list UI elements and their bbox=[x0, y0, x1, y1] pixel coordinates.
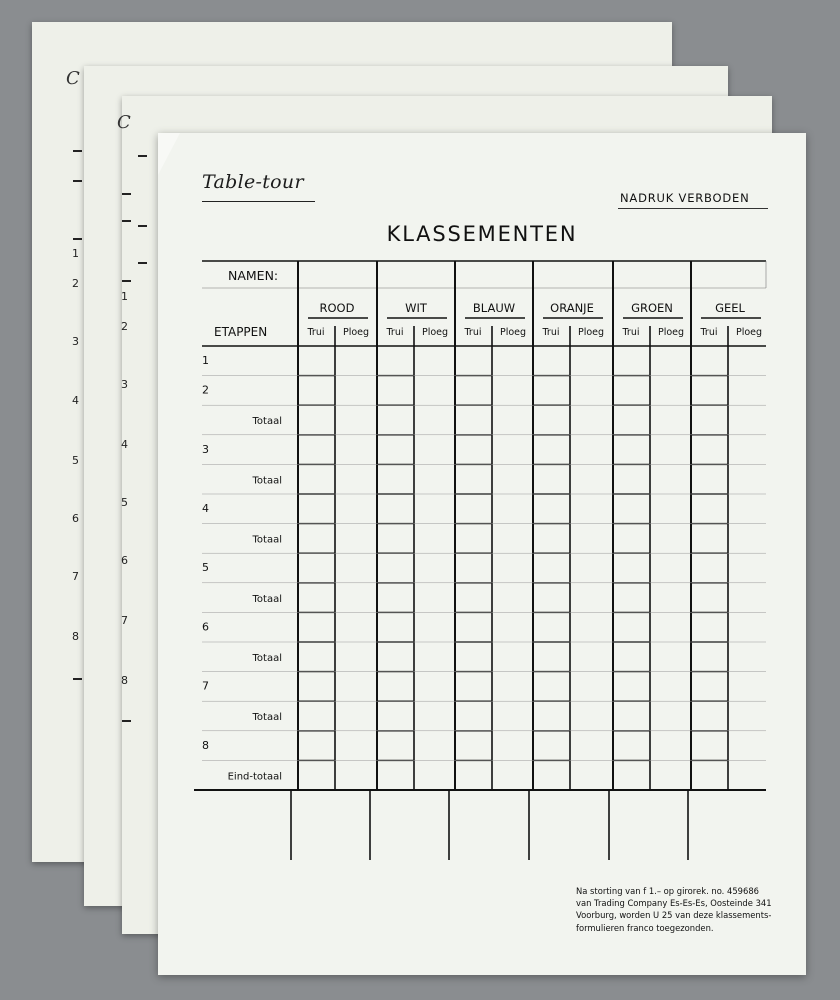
sub-column-label-ploeg: Ploeg bbox=[499, 327, 527, 338]
background-stage-number: 7 bbox=[121, 614, 128, 627]
row-label-stage: 6 bbox=[202, 620, 209, 634]
background-tick bbox=[138, 225, 147, 227]
etappen-label: ETAPPEN bbox=[214, 325, 268, 339]
background-tick bbox=[138, 155, 147, 157]
team-label: GROEN bbox=[631, 301, 673, 315]
row-label-total: Eind-totaal bbox=[227, 771, 282, 783]
row-label-total: Totaal bbox=[252, 475, 282, 487]
background-stage-number: 2 bbox=[121, 320, 128, 333]
footnote bbox=[576, 885, 806, 934]
sub-column-label-trui: Trui bbox=[464, 327, 482, 338]
row-label-total: Totaal bbox=[252, 712, 282, 724]
row-label-total: Totaal bbox=[252, 593, 282, 605]
sub-column-label-ploeg: Ploeg bbox=[657, 327, 685, 338]
row-label-stage: 4 bbox=[202, 502, 209, 515]
footnote-line: van Trading Company Es-Es-Es, Oosteinde 341 bbox=[576, 898, 772, 909]
background-stage-number: 4 bbox=[72, 394, 79, 407]
background-brand-fragment: C bbox=[66, 68, 80, 89]
background-tick bbox=[73, 180, 82, 182]
row-label-total: Totaal bbox=[252, 416, 282, 428]
team-label: ROOD bbox=[319, 301, 355, 315]
team-label: ORANJE bbox=[550, 301, 594, 315]
sub-column-label-ploeg: Ploeg bbox=[577, 327, 605, 338]
background-stage-number: 1 bbox=[121, 290, 128, 303]
sub-column-label-trui: Trui bbox=[386, 327, 404, 338]
background-tick bbox=[73, 678, 82, 680]
background-stage-number: 6 bbox=[121, 554, 128, 567]
background-stage-number: 6 bbox=[72, 512, 79, 525]
row-label-total: Totaal bbox=[252, 653, 282, 664]
background-tick bbox=[73, 150, 82, 152]
team-label: WIT bbox=[405, 301, 427, 315]
background-stage-number: 5 bbox=[72, 454, 79, 467]
row-label-stage: 7 bbox=[202, 679, 209, 693]
footnote-line: Voorburg, worden U 25 van deze klassements- bbox=[576, 910, 772, 921]
background-brand-fragment: C bbox=[117, 112, 131, 133]
background-tick bbox=[122, 280, 131, 282]
sub-column-label-trui: Trui bbox=[542, 327, 560, 338]
names-label: NAMEN: bbox=[228, 268, 279, 283]
sub-column-label-trui: Trui bbox=[622, 327, 640, 338]
background-tick bbox=[122, 193, 131, 195]
background-stage-number: 1 bbox=[72, 247, 79, 260]
background-tick bbox=[122, 220, 131, 222]
background-stage-number: 4 bbox=[121, 438, 128, 451]
footnote-line: formulieren franco toegezonden. bbox=[576, 922, 714, 933]
background-tick bbox=[122, 720, 131, 722]
sub-column-label-trui: Trui bbox=[307, 327, 325, 338]
sub-column-label-ploeg: Ploeg bbox=[342, 327, 370, 338]
row-label-stage: 5 bbox=[202, 561, 209, 575]
row-label-stage: 1 bbox=[202, 354, 209, 367]
background-stage-number: 7 bbox=[72, 570, 79, 583]
background-stage-number: 8 bbox=[121, 674, 128, 687]
background-stage-number: 3 bbox=[72, 335, 79, 348]
classification-table bbox=[158, 133, 806, 975]
copyright-notice: NADRUK VERBODEN bbox=[620, 191, 750, 205]
background-tick bbox=[73, 238, 82, 240]
sub-column-label-trui: Trui bbox=[700, 327, 718, 338]
classification-form bbox=[158, 133, 806, 975]
row-label-stage: 8 bbox=[202, 738, 209, 752]
background-stage-number: 2 bbox=[72, 277, 79, 290]
background-stage-number: 3 bbox=[121, 378, 128, 391]
background-stage-number: 5 bbox=[121, 496, 128, 509]
row-label-stage: 2 bbox=[202, 383, 209, 397]
row-label-stage: 3 bbox=[202, 442, 209, 456]
team-label: GEEL bbox=[715, 301, 745, 315]
page-title: KLASSEMENTEN bbox=[386, 222, 578, 246]
sub-column-label-ploeg: Ploeg bbox=[421, 327, 449, 338]
background-tick bbox=[138, 262, 147, 264]
team-label: BLAUW bbox=[472, 301, 516, 315]
row-label-total: Totaal bbox=[252, 534, 282, 546]
footnote-line: Na storting van f 1.– op girorek. no. 459686 bbox=[576, 886, 759, 896]
sub-column-label-ploeg: Ploeg bbox=[735, 327, 763, 338]
background-stage-number: 8 bbox=[72, 630, 79, 643]
brand-logo: Table-tour bbox=[202, 171, 304, 193]
